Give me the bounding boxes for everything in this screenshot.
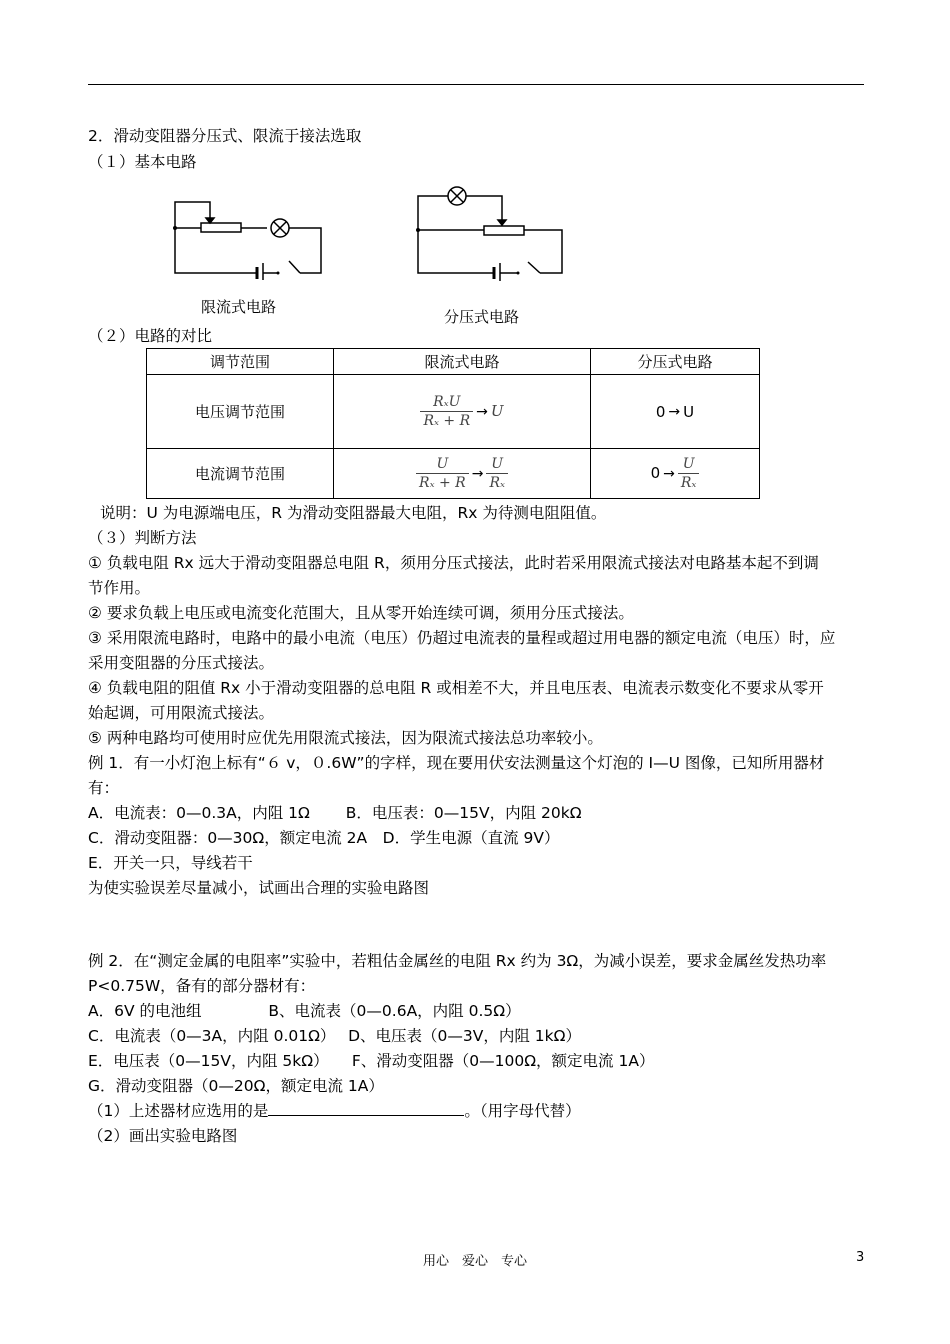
example2-line: E．电压表（0—15V，内阻 5kΩ） F、滑动变阻器（0—100Ω，额定电流 1A）	[88, 1052, 655, 1070]
example2-line: 例 2．在“测定金属的电阻率”实验中，若粗估金属丝的电阻 Rx 约为 3Ω，为减小误差，要求金属丝发热功率	[88, 952, 827, 970]
table-header-row	[147, 349, 760, 375]
example2-line: P<0.75W，备有的部分器材有：	[88, 977, 316, 995]
divider-voltage-range	[591, 375, 760, 449]
example1-line: 为使实验误差尽量减小，试画出合理的实验电路图	[88, 879, 430, 897]
question-1-suffix: 。（用字母代替）	[464, 1102, 581, 1120]
row-label-voltage: 电压调节范围	[147, 375, 334, 449]
arrow-icon: →	[668, 404, 681, 420]
table-row	[147, 375, 760, 449]
table-row	[147, 449, 760, 499]
table-note: 说明：U 为电源端电压，R 为滑动变阻器最大电阻，Rx 为待测电阻阻值。	[100, 504, 607, 522]
limiting-circuit-caption: 限流式电路	[201, 298, 277, 316]
range-end: U	[683, 402, 695, 421]
header-limiting: 限流式电路	[334, 349, 591, 375]
fraction	[678, 455, 700, 492]
example2-line: C．电流表（0—3A，内阻 0.01Ω） D、电压表（0—3V，内阻 1kΩ）	[88, 1027, 581, 1045]
fraction-denominator: Rₓ + R	[416, 473, 469, 492]
question-1-prefix: （1）上述器材应选用的是	[88, 1102, 269, 1120]
range-end: U	[490, 402, 504, 420]
method-heading: （３）判断方法	[88, 529, 197, 547]
method-line: 节作用。	[88, 579, 151, 597]
fraction	[416, 455, 469, 492]
fraction-numerator: U	[436, 456, 449, 472]
range-start: 0	[655, 402, 666, 421]
limiting-current-range	[334, 449, 591, 499]
header-rule	[88, 84, 864, 85]
comparison-table	[146, 348, 760, 499]
range-start: 0	[650, 464, 661, 482]
limiting-voltage-range	[334, 375, 591, 449]
fraction-denominator: Rₓ	[486, 473, 508, 492]
fraction	[486, 455, 508, 492]
method-line: 始起调，可用限流式接法。	[88, 704, 275, 722]
method-line: ① 负载电阻 Rx 远大于滑动变阻器总电阻 R，须用分压式接法，此时若采用限流式接法对电路基本起不到调	[88, 554, 819, 572]
example1-line: C．滑动变阻器：0—30Ω，额定电流 2A D．学生电源（直流 9V）	[88, 829, 560, 847]
header-range: 调节范围	[147, 349, 334, 375]
limiting-circuit-diagram	[165, 195, 330, 280]
page-footer: 用心 爱心 专心	[422, 1254, 527, 1269]
method-line: ④ 负载电阻的阻值 Rx 小于滑动变阻器的总电阻 R 或相差不大，并且电压表、电流表示数变化不要求从零开	[88, 679, 824, 697]
page-number: 3	[856, 1250, 865, 1265]
method-line: ③ 采用限流电路时，电路中的最小电流（电压）仍超过电流表的量程或超过用电器的额定电流（电压）时，应	[88, 629, 836, 647]
fraction-numerator: U	[491, 456, 504, 472]
example2-question-2: （2）画出实验电路图	[88, 1127, 238, 1145]
example1-line: 有：	[88, 779, 120, 797]
method-line: ⑤ 两种电路均可使用时应优先用限流式接法，因为限流式接法总功率较小。	[88, 729, 603, 747]
example2-line: A．6V 的电池组 B、电流表（0—0.6A，内阻 0.5Ω）	[88, 1002, 521, 1020]
section-title: 2．滑动变阻器分压式、限流于接法选取	[88, 127, 362, 145]
example2-line: G．滑动变阻器（0—20Ω，额定电流 1A）	[88, 1077, 384, 1095]
row-label-current: 电流调节范围	[147, 449, 334, 499]
fraction	[420, 393, 473, 430]
example2-question-1	[88, 1101, 581, 1121]
example1-line: A．电流表：0—0.3A，内阻 1Ω B．电压表：0—15V，内阻 20kΩ	[88, 804, 582, 822]
basic-circuit-heading: （１）基本电路	[88, 153, 197, 171]
answer-blank[interactable]	[268, 1101, 464, 1116]
divider-current-range	[591, 449, 760, 499]
fraction-numerator: U	[682, 456, 695, 472]
fraction-denominator: Rₓ + R	[420, 411, 473, 430]
fraction-numerator: RₓU	[433, 394, 461, 410]
arrow-icon: →	[663, 465, 675, 482]
arrow-icon: →	[471, 465, 484, 482]
divider-circuit-diagram	[408, 183, 573, 281]
fraction-denominator: Rₓ	[678, 473, 700, 492]
method-line: ② 要求负载上电压或电流变化范围大，且从零开始连续可调，须用分压式接法。	[88, 604, 634, 622]
example1-line: 例 1．有一小灯泡上标有“６ v，０.6W”的字样，现在要用伏安法测量这个灯泡的 I—U 图像，已知所用器材	[88, 754, 825, 772]
header-divider: 分压式电路	[591, 349, 760, 375]
comparison-heading: （２）电路的对比	[88, 327, 213, 345]
arrow-icon: →	[476, 403, 488, 420]
method-line: 采用变阻器的分压式接法。	[88, 654, 275, 672]
example1-line: E．开关一只，导线若干	[88, 854, 253, 872]
divider-circuit-caption: 分压式电路	[444, 308, 520, 326]
